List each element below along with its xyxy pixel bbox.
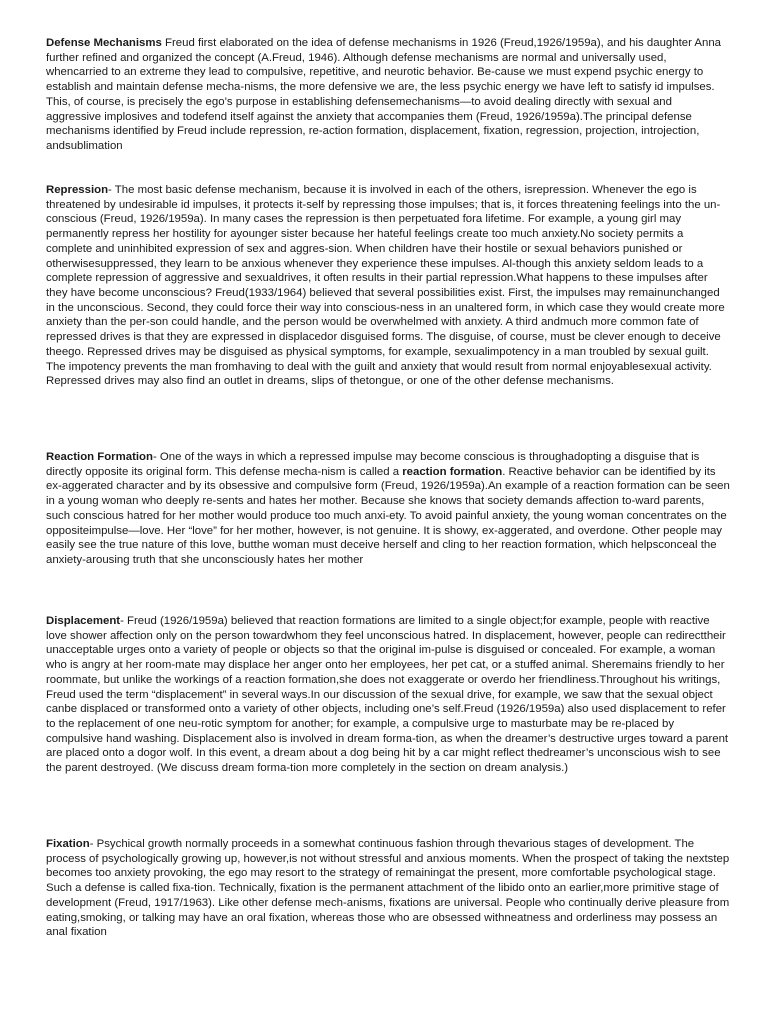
section-body-continued: . Reactive behavior can be identified by its ex-aggerated character and by its obsessive and compulsive form (Freud, 1926/1959a).An example of a reaction formation can be seen in a young woman who deeply re-sents and hates her mother. Because she knows that society demands affection to-ward parents, such conscious hatred for her mother would produce too much anxi-ety. To avoid painful anxiety, the young woman concentrates on the oppositeimpulse—love. Her “love” for her mother, however, is not genuine. It is showy, ex-aggerated, and overdone. Other people may easily see the true nature of this love, butthe woman must deceive herself and cling to her reaction formation, which helpsconceal the anxiety-arousing truth that she unconsciously hates her mother xyxy=(46,465,730,567)
section-body: - One of the ways in which a repressed impulse may become conscious is throughadopting a disguise that is directly opposite its original form. This defense mecha-nism is called a xyxy=(46,451,700,478)
section-fixation xyxy=(46,837,730,940)
section-displacement xyxy=(46,614,730,776)
section-heading: Defense Mechanisms xyxy=(46,37,162,49)
section-body: - The most basic defense mechanism, because it is involved in each of the others, isrepression. Whenever the ego is threatened by undesirable id impulses, it protects it-self by repressing those impulses; that is, it forces threatening feelings into the un-conscious (Freud, 1926/1959a). In many cases the repression is then perpetuated fora lifetime. For example, a young girl may permanently repress her hostility for ayounger sister because her hateful feelings create too much anxiety.No society permits a complete and uninhibited expression of sex and aggres-sion. When children have their hostile or sexual behaviors punished or otherwisesuppressed, they learn to be anxious whenever they experience these impulses. Al-though this anxiety seldom leads to a complete repression of aggressive and sexualdrives, it often results in their partial repression.What happens to these impulses after they have become unconscious? Freud(1933/1964) believed that several possibilities exist. First, the impulses may remainunchanged in the unconscious. Second, they could force their way into conscious-ness in an unaltered form, in which case they would create more anxiety than the per-son could handle, and the person would be overwhelmed with anxiety. A third andmuch more common fate of repressed drives is that they are expressed in displacedor disguised forms. The disguise, of course, must be clever enough to deceive theego. Repressed drives may be disguised as physical symptoms, for example, sexualimpotency in a man troubled by sexual guilt. The impotency prevents the man fromhaving to deal with the guilt and anxiety that would result from normal enjoyablesexual activity. Repressed drives may also find an outlet in dreams, slips of thetongue, or one of the other defense mechanisms. xyxy=(46,184,725,388)
section-body: Freud first elaborated on the idea of defense mechanisms in 1926 (Freud,1926/1959a), and his daughter Anna further refined and organized the concept (A.Freud, 1946). Although defense mechanisms are normal and universally used, whencarried to an extreme they lead to compulsive, repetitive, and neurotic behavior. Be-cause we must expend psychic energy to establish and maintain defense mecha-nisms, the more defensive we are, the less psychic energy we have left to satisfy id impulses. This, of course, is precisely the ego’s purpose in establishing defensemechanisms—to avoid dealing directly with sexual and aggressive implosives and todefend itself against the anxiety that accompanies them (Freud, 1926/1959a).The principal defense mechanisms identified by Freud include repression, re-action formation, displacement, fixation, regression, projection, introjection, andsublimation xyxy=(46,37,722,153)
section-heading: Fixation xyxy=(46,838,90,850)
bold-term: reaction formation xyxy=(402,465,503,478)
section-heading: Reaction Formation xyxy=(46,451,153,463)
section-defense-mechanisms xyxy=(46,36,730,154)
section-heading: Displacement xyxy=(46,615,121,627)
section-heading: Repression xyxy=(46,184,109,196)
section-reaction-formation xyxy=(46,450,730,568)
section-repression xyxy=(46,183,730,389)
section-body: - Freud (1926/1959a) believed that reaction formations are limited to a single object;for example, people with reactive love shower affection only on the person towardwhom they feel unconscious hatred. In displacement, however, people can redirecttheir unacceptable urges onto a variety of people or objects so that the original im-pulse is disguised or concealed. For example, a woman who is angry at her room-mate may displace her anger onto her employees, her pet cat, or a stuffed animal. Sheremains friendly to her roommate, but unlike the workings of a reaction formation,she does not exaggerate or overdo her friendliness.Throughout his writings, Freud used the term “displacement” in several ways.In our discussion of the sexual drive, for example, we saw that the sexual object canbe displaced or transformed onto a variety of other objects, including one’s self.Freud (1926/1959a) also used displacement to refer to the replacement of one neu-rotic symptom for another; for example, a compulsive urge to masturbate may be re-placed by compulsive hand washing. Displacement also is involved in dream forma-tion, as when the dreamer’s destructive urges toward a parent are placed onto a dogor wolf. In this event, a dream about a dog being hit by a car might reflect thedreamer’s unconscious wish to see the parent destroyed. (We discuss dream forma-tion more completely in the section on dream analysis.) xyxy=(46,615,729,775)
section-body: - Psychical growth normally proceeds in a somewhat continuous fashion through thevarious stages of development. The process of psychologically growing up, however,is not without stressful and anxious moments. When the prospect of taking the nextstep becomes too anxiety provoking, the ego may resort to the strategy of remainingat the present, more comfortable psychological stage. Such a defense is called fixa-tion. Technically, fixation is the permanent attachment of the libido onto an earlier,more primitive stage of development (Freud, 1917/1963). Like other defense mech-anisms, fixations are universal. People who continually derive pleasure from eating,smoking, or talking may have an oral fixation, whereas those who are obsessed withneatness and orderliness may possess an anal fixation xyxy=(46,838,730,939)
